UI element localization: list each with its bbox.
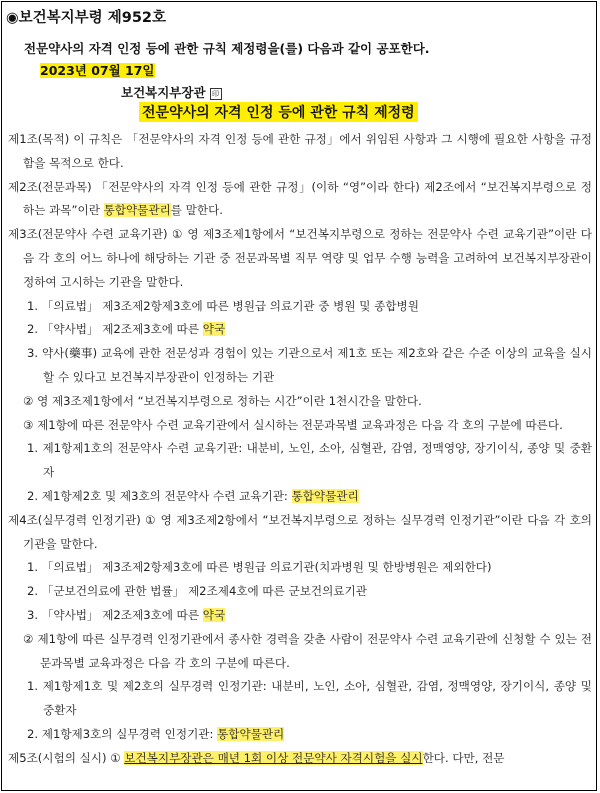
highlight-integrated-drug-management: 통합약물관리 (291, 488, 359, 503)
article-3-item-3: 3. 약사(藥事) 교육에 관한 전문성과 경험이 있는 기관으로서 제1호 또는 제2호와 같은 수준 이상의 교육을 실시할 수 있다고 보건복지부장관이 인정하는 기관 (27, 346, 592, 384)
promulgation-line: 전문약사의 자격 인정 등에 관한 규칙 제정령을(를) 다음과 같이 공포한다. (24, 41, 430, 56)
article-4-paragraph-2: ② 제1항에 따른 실무경력 인정기관에서 종사한 경력을 갖춘 사람이 전문약사 수련 교육기관에 신청할 수 있는 전문과목별 교육과정은 다음 각 호의 구분에 따른다. (23, 631, 592, 670)
article-4-paragraph-2-item-2: 2. 제1항제3호의 실무경력 인정기관: 통합약물관리 (27, 726, 285, 741)
promulgation-date (40, 61, 155, 79)
article-3-paragraph-3-item-2: 2. 제1항제2호 및 제3호의 전문약사 수련 교육기관: 통합약물관리 (27, 488, 359, 503)
article-4-paragraph-2-item-1: 1. 제1항제1호 및 제2호의 실무경력 인정기관: 내분비, 노인, 소아, 심혈관, 감염, 정맥영양, 장기이식, 종양 및 중환자 (27, 679, 592, 718)
article-3-item-2: 2. 「약사법」 제2조제3호에 따른 약국 (27, 322, 226, 337)
minister-title: 보건복지부장관 (121, 85, 206, 100)
article-3: 제3조(전문약사 수련 교육기관) ① 영 제3조제1항에서 “보건복지부령으로 정하는 전문약사 수련 교육기관”이란 다음 각 호의 어느 하나에 해당하는 기관 중 전문과목별 직무 역량 및 업무 수행 능력을 고려하여 보건복지부장관이 정하여 고시하는 기관을 말한다. (8, 227, 592, 289)
highlight-pharmacy: 약국 (202, 607, 226, 622)
article-3-paragraph-3: ③ 제1항에 따른 전문약사 수련 교육기관에서 실시하는 전문과목별 교육과정은 다음 각 호의 구분에 따른다. (23, 417, 563, 432)
document-page (1, 1, 597, 791)
minister-line (121, 83, 222, 101)
regulation-title: 전문약사의 자격 인정 등에 관한 규칙 제정령 (139, 102, 418, 122)
seal-icon: 印 (210, 88, 222, 100)
highlight-pharmacy: 약국 (202, 322, 226, 337)
highlight-annual-exam: 보건복지부장관은 매년 1회 이상 전문약사 자격시험을 실시 (124, 750, 423, 765)
highlight-integrated-drug-management: 통합약물관리 (103, 203, 171, 218)
article-4-item-1: 1. 「의료법」 제3조제2항제3호에 따른 병원급 의료기관(치과병원 및 한방병원은 제외한다) (27, 560, 492, 575)
article-2: 제2조(전문과목) 「전문약사의 자격 인정 등에 관한 규정」(이하 “영”이라 한다) 제2조에서 “보건복지부령으로 정하는 과목”이란 통합약물관리를 말한다. (8, 179, 592, 218)
ordinance-number: ◉보건복지부령 제952호 (6, 10, 167, 26)
article-4: 제4조(실무경력 인정기관) ① 영 제3조제2항에서 “보건복지부령으로 정하는 실무경력 인정기관”이란 다음 각 호의 기관을 말한다. (8, 512, 592, 551)
article-5: 제5조(시험의 실시) ① 보건복지부장관은 매년 1회 이상 전문약사 자격시험을 실시한다. 다만, 전문 (8, 750, 505, 765)
highlight-integrated-drug-management: 통합약물관리 (217, 726, 285, 741)
article-1: 제1조(목적) 이 규칙은 「전문약사의 자격 인정 등에 관한 규정」에서 위임된 사항과 그 시행에 필요한 사항을 규정함을 목적으로 한다. (8, 132, 592, 170)
article-3-paragraph-2: ② 영 제3조제1항에서 “보건복지부령으로 정하는 시간”이란 1천시간을 말한다. (23, 393, 422, 408)
date-text: 2023년 07월 17일 (40, 63, 155, 78)
article-3-paragraph-3-item-1: 1. 제1항제1호의 전문약사 수련 교육기관: 내분비, 노인, 소아, 심혈관, 감염, 정맥영양, 장기이식, 종양 및 중환자 (27, 441, 592, 480)
article-3-item-1: 1. 「의료법」 제3조제2항제3호에 따른 병원급 의료기관 중 병원 및 종합병원 (27, 298, 419, 313)
regulation-body (8, 128, 592, 771)
article-4-item-2: 2. 「군보건의료에 관한 법률」 제2조제4호에 따른 군보건의료기관 (27, 584, 367, 599)
article-4-item-3: 3. 「약사법」 제2조제3호에 따른 약국 (27, 607, 226, 622)
